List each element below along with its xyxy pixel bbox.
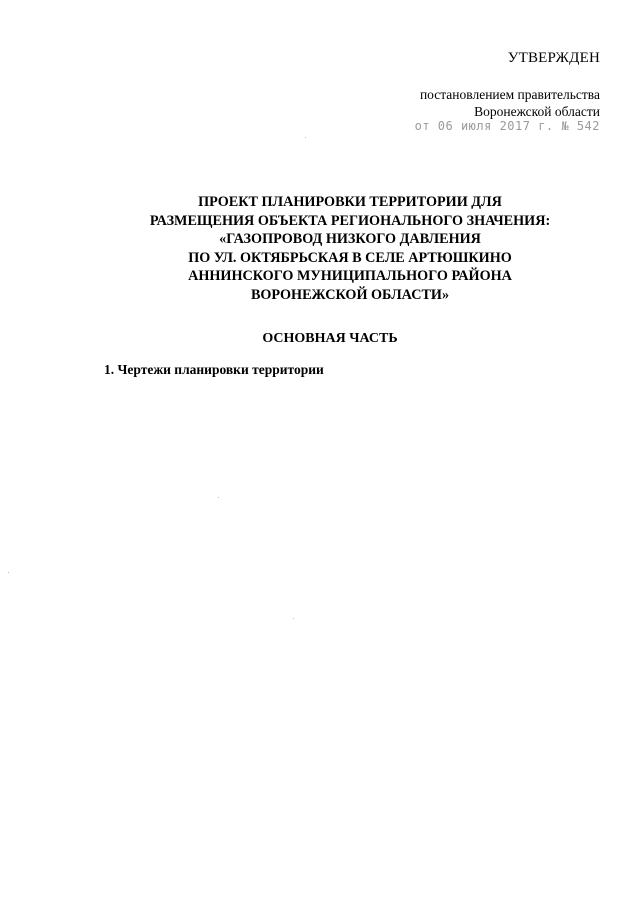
scan-speck xyxy=(218,497,219,498)
approval-heading: УТВЕРЖДЕН xyxy=(507,50,600,66)
decree-line-2: Воронежской области xyxy=(474,104,600,119)
scan-speck xyxy=(8,572,9,573)
title-line: АННИНСКОГО МУНИЦИПАЛЬНОГО РАЙОНА xyxy=(188,268,512,284)
decree-date-stamp: от 06 июля 2017 г. № 542 xyxy=(414,119,600,133)
title-line: РАЗМЕЩЕНИЯ ОБЪЕКТА РЕГИОНАЛЬНОГО ЗНАЧЕНИЯ: xyxy=(149,212,551,229)
scan-speck xyxy=(305,137,306,138)
title-line: ПО УЛ. ОКТЯБРЬСКАЯ В СЕЛЕ АРТЮШКИНО xyxy=(188,249,512,266)
decree-line-1: постановлением правительства xyxy=(419,87,600,102)
title-line: ВОРОНЕЖСКОЙ ОБЛАСТИ» xyxy=(250,286,450,303)
approval-decree xyxy=(340,86,600,120)
scan-speck xyxy=(293,618,294,619)
section-item: 1. Чертежи планировки территории xyxy=(104,362,324,377)
section-heading: ОСНОВНАЯ ЧАСТЬ xyxy=(262,331,398,346)
title-line: «ГАЗОПРОВОД НИЗКОГО ДАВЛЕНИЯ xyxy=(219,231,481,247)
title-line: ПРОЕКТ ПЛАНИРОВКИ ТЕРРИТОРИИ ДЛЯ xyxy=(198,194,502,210)
document-title xyxy=(100,193,600,304)
